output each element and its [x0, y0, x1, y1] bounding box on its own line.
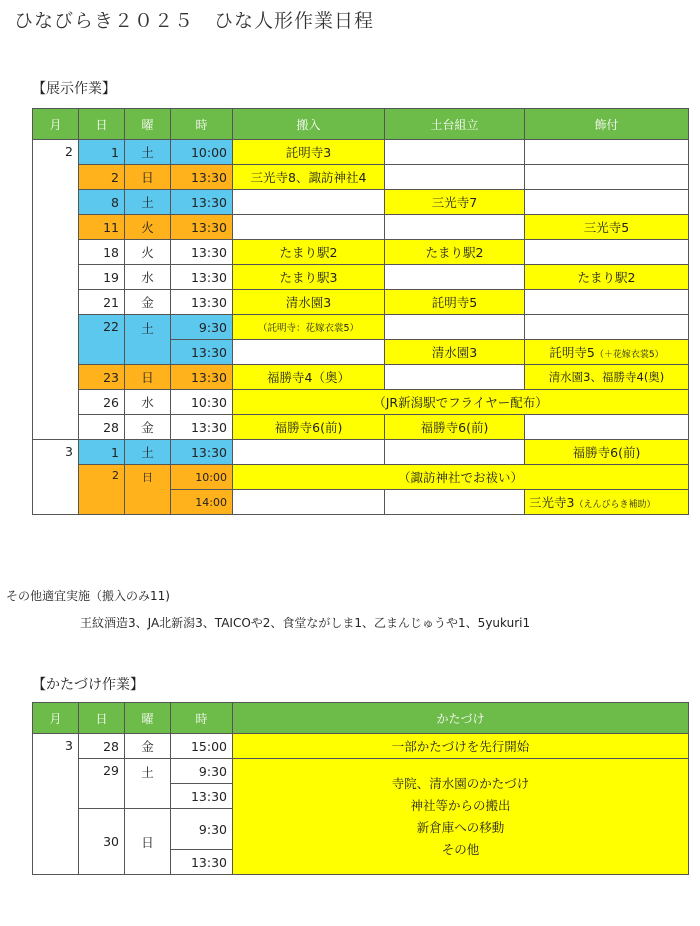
decoration-cell	[525, 240, 689, 265]
col-time: 時	[171, 703, 233, 734]
decoration-note: （＋花嫁衣裳5）	[594, 350, 664, 360]
weekday-cell: 金	[125, 734, 171, 759]
time-cell: 13:30	[171, 290, 233, 315]
weekday-cell: 土	[125, 440, 171, 465]
day-cell: 28	[79, 415, 125, 440]
weekday-cell: 日	[125, 809, 171, 875]
col-month: 月	[33, 703, 79, 734]
day-cell: 21	[79, 290, 125, 315]
decoration-cell: 福勝寺6(前)	[525, 440, 689, 465]
col-cleanup: かたづけ	[233, 703, 689, 734]
table-row	[33, 390, 689, 415]
time-cell: 13:30	[171, 240, 233, 265]
day-cell: 8	[79, 190, 125, 215]
time-cell: 9:30	[171, 759, 233, 784]
carry-in-cell	[233, 490, 385, 515]
cleanup-task: その他	[441, 841, 480, 857]
assembly-cell	[385, 315, 525, 340]
time-cell: 13:30	[171, 784, 233, 809]
assembly-cell	[385, 215, 525, 240]
col-weekday: 曜	[125, 109, 171, 140]
event-span-cell: （諏訪神社でお祓い）	[233, 465, 689, 490]
table-row	[33, 365, 689, 390]
table-row	[33, 440, 689, 465]
decoration-cell: 清水園3、福勝寺4(奥)	[525, 365, 689, 390]
carry-in-cell: たまり駅3	[233, 265, 385, 290]
weekday-cell: 金	[125, 290, 171, 315]
assembly-cell: たまり駅2	[385, 240, 525, 265]
weekday-cell: 土	[125, 190, 171, 215]
weekday-cell: 火	[125, 215, 171, 240]
time-cell: 15:00	[171, 734, 233, 759]
decoration-cell	[525, 415, 689, 440]
page-title: ひなびらき２０２５ ひな人形作業日程	[14, 10, 375, 32]
exhibit-schedule-table	[32, 108, 689, 515]
assembly-cell: 清水園3	[385, 340, 525, 365]
decoration-cell	[525, 290, 689, 315]
time-cell: 13:30	[171, 215, 233, 240]
weekday-cell: 土	[125, 759, 171, 809]
weekday-cell: 金	[125, 415, 171, 440]
weekday-cell: 水	[125, 265, 171, 290]
day-cell: 22	[79, 315, 125, 365]
day-cell: 29	[79, 759, 125, 809]
assembly-cell	[385, 490, 525, 515]
day-cell: 30	[79, 809, 125, 875]
table-row	[33, 140, 689, 165]
day-cell: 11	[79, 215, 125, 240]
day-cell: 19	[79, 265, 125, 290]
carry-in-cell	[233, 215, 385, 240]
cleanup-header-row	[33, 703, 689, 734]
table-row	[33, 265, 689, 290]
weekday-cell: 火	[125, 240, 171, 265]
decoration-cell	[525, 315, 689, 340]
decoration-main: 託明寺5	[549, 345, 595, 360]
carry-in-cell	[233, 340, 385, 365]
cleanup-tasks-cell	[233, 759, 689, 875]
weekday-cell: 土	[125, 315, 171, 365]
table-row	[33, 165, 689, 190]
month-cell: 3	[33, 440, 79, 515]
col-month: 月	[33, 109, 79, 140]
day-cell: 2	[79, 465, 125, 515]
other-list: 王紋酒造3、JA北新潟3、TAICOや2、食堂ながしま1、乙まんじゅうや1、5yukuri1	[80, 616, 531, 630]
day-cell: 28	[79, 734, 125, 759]
table-row	[33, 190, 689, 215]
carry-in-cell: たまり駅2	[233, 240, 385, 265]
event-span-cell: （JR新潟駅でフライヤー配布）	[233, 390, 689, 415]
table-row	[33, 215, 689, 240]
table-row	[33, 315, 689, 340]
table-row	[33, 759, 689, 784]
carry-in-cell: 三光寺8、諏訪神社4	[233, 165, 385, 190]
carry-in-cell	[233, 190, 385, 215]
decoration-note: （えんびらき補助）	[574, 500, 656, 510]
time-cell: 10:00	[171, 465, 233, 490]
assembly-cell	[385, 440, 525, 465]
assembly-cell	[385, 365, 525, 390]
time-cell: 10:00	[171, 140, 233, 165]
carry-in-cell: 福勝寺6(前)	[233, 415, 385, 440]
col-base-assembly: 土台組立	[385, 109, 525, 140]
assembly-cell	[385, 140, 525, 165]
table-row	[33, 290, 689, 315]
decoration-cell	[525, 140, 689, 165]
time-cell: 13:30	[171, 340, 233, 365]
exhibit-heading: 【展示作業】	[32, 81, 116, 97]
decoration-main: 三光寺3	[529, 495, 575, 510]
decoration-cell: たまり駅2	[525, 265, 689, 290]
time-cell: 13:30	[171, 415, 233, 440]
day-cell: 23	[79, 365, 125, 390]
weekday-cell: 日	[125, 165, 171, 190]
day-cell: 1	[79, 440, 125, 465]
weekday-cell: 土	[125, 140, 171, 165]
carry-in-cell: 福勝寺4（奥）	[233, 365, 385, 390]
assembly-cell: 託明寺5	[385, 290, 525, 315]
col-carry-in: 搬入	[233, 109, 385, 140]
col-weekday: 曜	[125, 703, 171, 734]
day-cell: 18	[79, 240, 125, 265]
month-cell: 2	[33, 140, 79, 440]
decoration-cell	[525, 190, 689, 215]
time-cell: 13:30	[171, 440, 233, 465]
decoration-cell	[525, 490, 689, 515]
cleanup-heading: 【かたづけ作業】	[32, 677, 144, 693]
table-row	[33, 734, 689, 759]
decoration-cell	[525, 340, 689, 365]
assembly-cell	[385, 165, 525, 190]
time-cell: 13:30	[171, 165, 233, 190]
weekday-cell: 日	[125, 365, 171, 390]
cleanup-task: 新倉庫への移動	[416, 819, 505, 835]
col-day: 日	[79, 109, 125, 140]
cleanup-schedule-table	[32, 702, 689, 875]
table-row	[33, 465, 689, 490]
table-row	[33, 415, 689, 440]
carry-in-cell: 清水園3	[233, 290, 385, 315]
assembly-cell: 福勝寺6(前)	[385, 415, 525, 440]
col-decoration: 飾付	[525, 109, 689, 140]
carry-in-cell	[233, 440, 385, 465]
weekday-cell: 水	[125, 390, 171, 415]
assembly-cell	[385, 265, 525, 290]
assembly-cell: 三光寺7	[385, 190, 525, 215]
weekday-cell: 日	[125, 465, 171, 515]
other-label: その他適宜実施（搬入のみ11)	[6, 589, 170, 603]
time-cell: 13:30	[171, 365, 233, 390]
month-cell: 3	[33, 734, 79, 875]
time-cell: 13:30	[171, 190, 233, 215]
time-cell: 10:30	[171, 390, 233, 415]
time-cell: 14:00	[171, 490, 233, 515]
cleanup-task: 神社等からの搬出	[410, 797, 511, 813]
carry-in-cell: （託明寺：花嫁衣裳5）	[233, 315, 385, 340]
cleanup-task-cell: 一部かたづけを先行開始	[233, 734, 689, 759]
exhibit-header-row	[33, 109, 689, 140]
cleanup-task: 寺院、清水園のかたづけ	[391, 775, 530, 791]
day-cell: 26	[79, 390, 125, 415]
carry-in-cell: 託明寺3	[233, 140, 385, 165]
col-time: 時	[171, 109, 233, 140]
time-cell: 13:30	[171, 265, 233, 290]
col-day: 日	[79, 703, 125, 734]
time-cell: 9:30	[171, 315, 233, 340]
time-cell: 13:30	[171, 850, 233, 875]
time-cell: 9:30	[171, 809, 233, 850]
table-row	[33, 240, 689, 265]
decoration-cell	[525, 165, 689, 190]
day-cell: 2	[79, 165, 125, 190]
decoration-cell: 三光寺5	[525, 215, 689, 240]
day-cell: 1	[79, 140, 125, 165]
